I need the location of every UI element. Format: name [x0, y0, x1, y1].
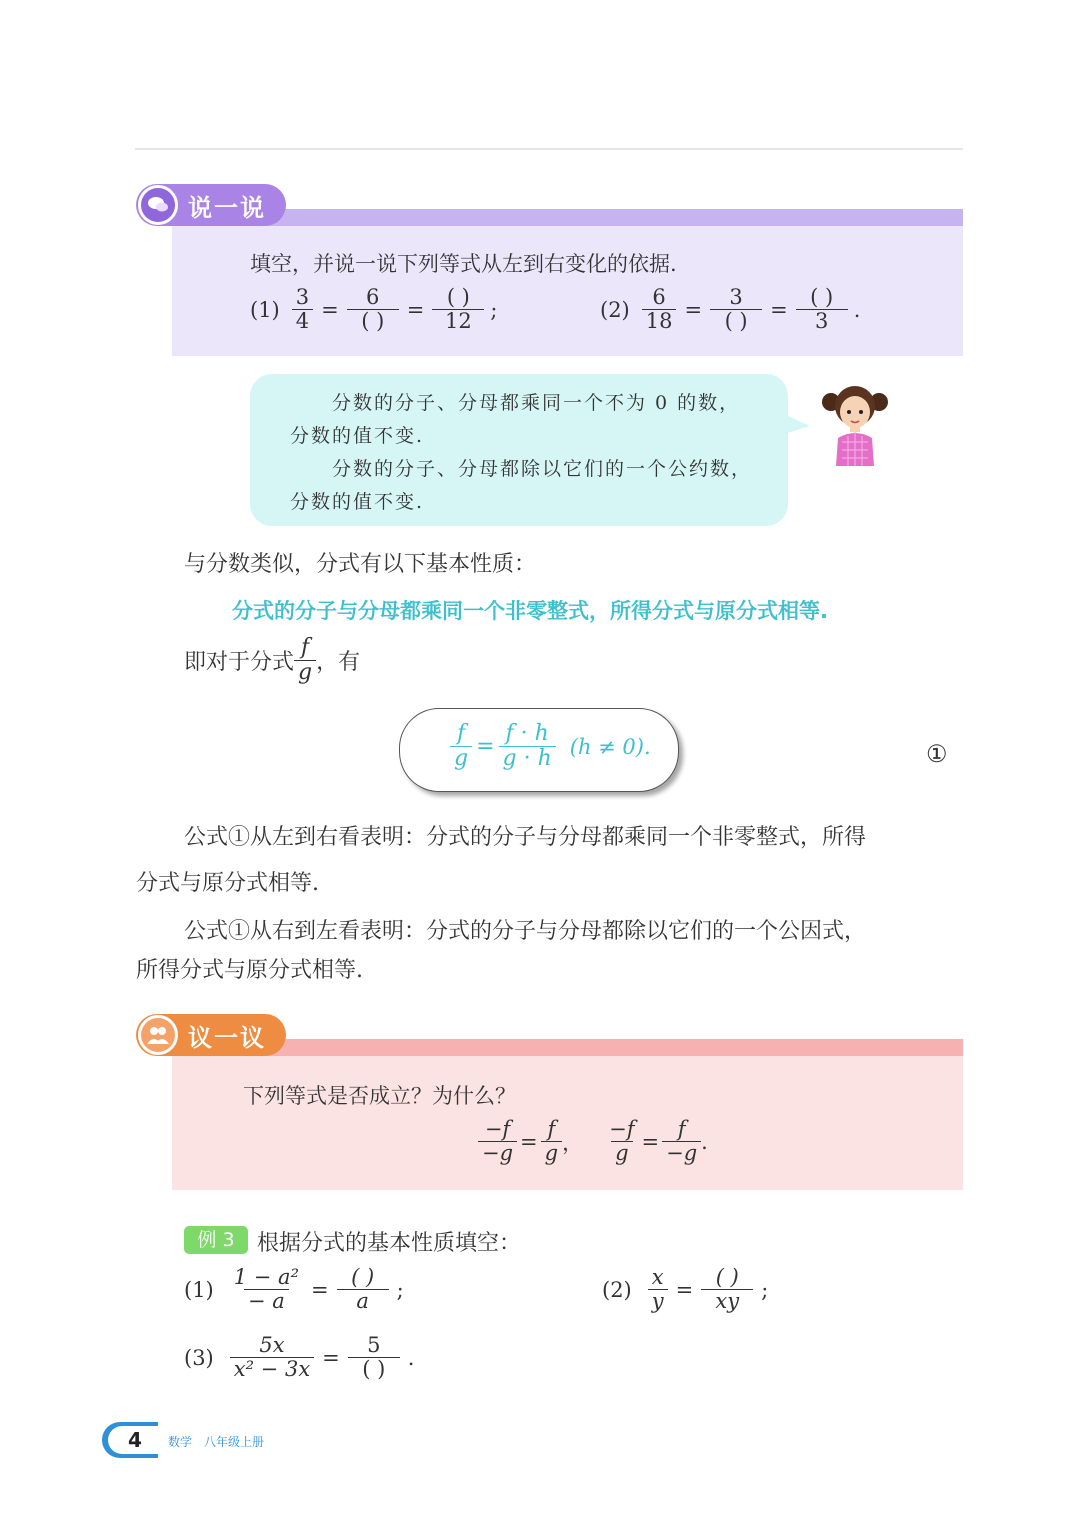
formula-label: ① [926, 740, 948, 768]
fraction: $\frac{x}{y}$ [648, 1266, 668, 1313]
fraction: $\frac{-f}{-g}$ [478, 1118, 517, 1165]
header-rule [135, 148, 963, 150]
say-panel [172, 210, 963, 356]
example-title: 根据分式的基本性质填空： [257, 1231, 522, 1256]
item-index: (1) [250, 297, 280, 322]
fraction: $\frac{( )}{3}$ [796, 286, 848, 333]
bubble-line-2: 分数的值不变. [290, 425, 425, 447]
fraction: $\frac{6}{18}$ [642, 286, 677, 333]
property-statement: 分式的分子与分母都乘同一个非零整式，所得分式与原分式相等. [232, 599, 828, 623]
fraction: $\frac{5}{( )}$ [348, 1334, 400, 1381]
bubble-tail [784, 410, 814, 440]
discuss-panel [172, 1040, 963, 1190]
example-tag: 例 3 [184, 1226, 248, 1254]
book-title: 数学 八年级上册 [168, 1435, 265, 1449]
fraction: $\frac{-f}{g}$ [609, 1117, 635, 1166]
say-header [136, 184, 296, 230]
discuss-header [136, 1014, 296, 1060]
fraction: $\frac{3}{( )}$ [710, 286, 762, 333]
fraction: $\frac{( )}{xy}$ [701, 1266, 753, 1313]
formula: $\frac{f}{g}$ = $\frac{f \cdot h}{g \cdot h}$ (h ≠ 0). [450, 722, 651, 771]
discuss-header-label: 议一议 [188, 1023, 266, 1052]
fraction: $\frac{f \cdot h}{g \cdot h}$ [499, 722, 556, 771]
girl-icon [822, 380, 888, 466]
say-item-2: (2) $\frac{6}{18}$ = $\frac{3}{( )}$ = $\frac{( )}{3}$ . [600, 285, 861, 334]
fraction: $\frac{( )}{a}$ [337, 1266, 389, 1313]
fraction: $\frac{\text{1 − a²}}{- a}$ [233, 1265, 299, 1314]
example-item-3: (3) $\frac{5x}{\text{x² − 3x}}$ = $\frac{5}{( )}$ . [184, 1333, 415, 1382]
fraction: $\frac{f}{g}$ [294, 636, 316, 685]
bubble-line-3: 分数的分子、分母都除以它们的一个公约数， [332, 458, 753, 480]
fraction: $\frac{f}{g}$ [450, 722, 472, 771]
fraction: $\frac{3}{4}$ [292, 286, 313, 333]
speech-bubble-icon [138, 185, 178, 225]
fraction: $\frac{f}{-g}$ [662, 1118, 701, 1165]
say-header-label: 说一说 [188, 193, 266, 222]
page-number: 4 [128, 1428, 142, 1452]
example-item-2: (2) $\frac{x}{y}$ = $\frac{( )}{xy}$ ; [602, 1265, 769, 1314]
say-item-1: (1) $\frac{3}{4}$ = $\frac{6}{( )}$ = $\frac{( )}{12}$ ; [250, 285, 498, 334]
bubble-line-4: 分数的值不变. [290, 491, 425, 513]
people-icon [138, 1015, 178, 1055]
para2-line1: 公式①从右到左看表明：分式的分子与分母都除以它们的一个公因式， [184, 919, 867, 944]
fraction: $\frac{f}{g}$ [541, 1118, 562, 1165]
discuss-equations: $\frac{-f}{-g}$ = $\frac{f}{g}$ ， $\frac{-f}{g}$ = $\frac{f}{-g}$ . [478, 1118, 708, 1165]
fraction: $\frac{6}{( )}$ [347, 286, 399, 333]
item-index: (2) [600, 297, 630, 322]
example-item-1: (1) $\frac{\text{1 − a²}}{- a}$ = $\frac{( )}{a}$ ; [184, 1265, 404, 1314]
fraction: $\frac{5x}{\text{x² − 3x}}$ [230, 1334, 314, 1381]
bubble-line-1: 分数的分子、分母都乘同一个不为 0 的数， [332, 392, 741, 414]
discuss-prompt: 下列等式是否成立？为什么？ [243, 1084, 516, 1108]
fraction: $\frac{( )}{12}$ [432, 286, 484, 333]
para1-line1: 公式①从左到右看表明：分式的分子与分母都乘同一个非零整式，所得 [184, 825, 867, 850]
intro-text: 与分数类似，分式有以下基本性质： [184, 552, 537, 577]
para1-line2: 分式与原分式相等. [136, 871, 319, 896]
say-prompt: 填空，并说一说下列等式从左到右变化的依据. [250, 252, 677, 276]
para2-line2: 所得分式与原分式相等. [136, 958, 363, 983]
for-fraction-line: 即对于分式 $\frac{f}{g}$ ，有 [184, 635, 361, 686]
